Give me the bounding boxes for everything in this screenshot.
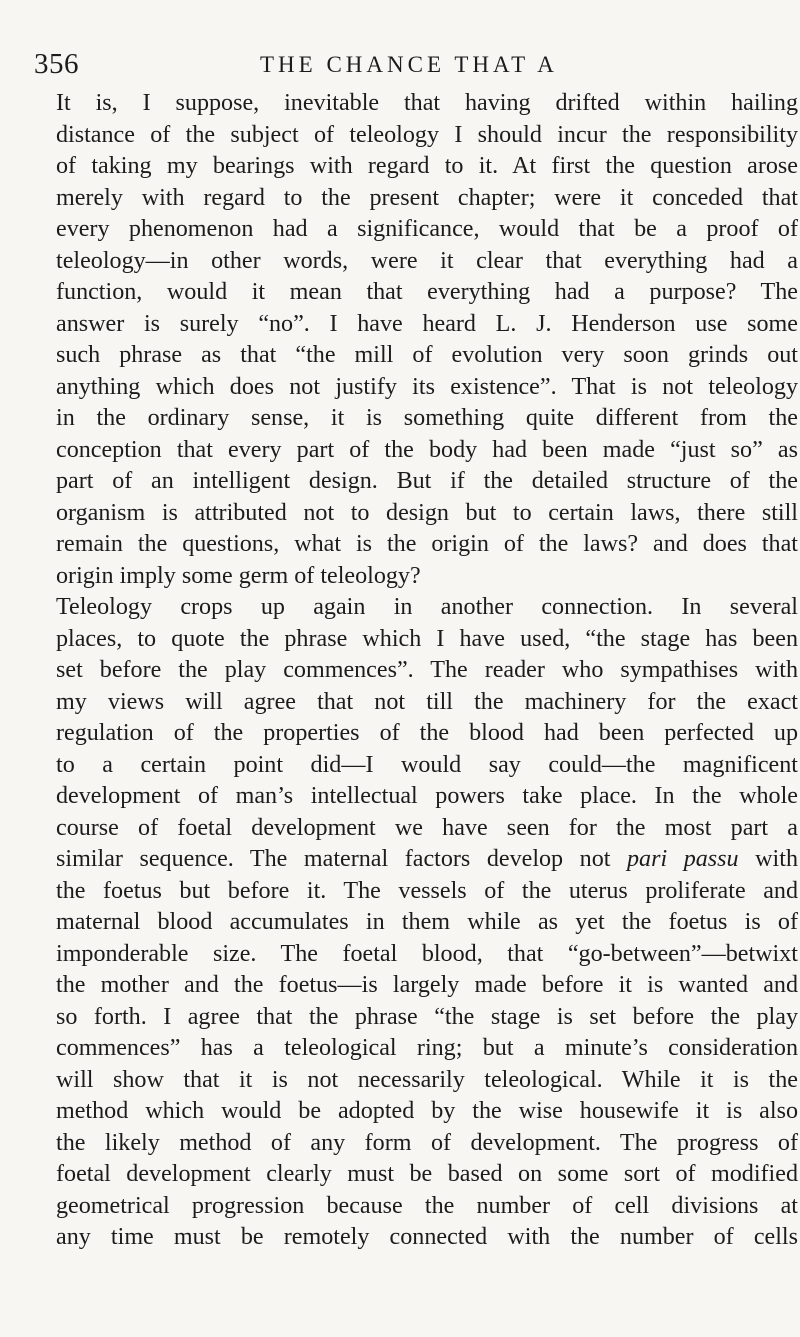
text-line: in the ordinary sense, it is something quite different from the <box>56 405 798 431</box>
text-line: organism is attributed not to design but to certain laws, there still <box>56 499 798 526</box>
text-line: It is, I suppose, inevitable that having drifted within hailing <box>56 90 798 116</box>
text-line: remain the questions, what is the origin of the laws? and does that <box>56 531 798 557</box>
page-number: 356 <box>34 48 79 80</box>
text-line: regulation of the properties of the blood had been perfected up <box>56 720 798 746</box>
text-line: maternal blood accumulates in them while as yet the foetus is of <box>56 909 798 935</box>
running-head: THE CHANCE THAT A <box>260 52 558 77</box>
text-line: conception that every part of the body had been made “just so” as <box>56 436 798 463</box>
italic-phrase: pari passu <box>627 846 739 872</box>
text-line: anything which does not justify its existence”. That is not teleology <box>56 373 798 400</box>
text-line: method which would be adopted by the wise housewife it is also <box>56 1098 798 1124</box>
body-text <box>56 88 798 1254</box>
text-line: will show that it is not necessarily teleological. While it is the <box>56 1066 798 1093</box>
text-line: so forth. I agree that the phrase “the stage is set before the play <box>56 1003 798 1030</box>
text-line: the likely method of any form of development. The progress of <box>56 1129 798 1156</box>
text-line: of taking my bearings with regard to it. At first the question arose <box>56 153 798 179</box>
text-line: foetal development clearly must be based on some sort of modified <box>56 1161 798 1187</box>
text-line: any time must be remotely connected with the number of cells <box>56 1224 798 1250</box>
text-line: set before the play commences”. The reader who sympathises with <box>56 657 798 683</box>
text-line: Teleology crops up again in another connection. In several <box>56 594 798 620</box>
text-line: function, would it mean that everything had a purpose? The <box>56 279 798 305</box>
text-line: such phrase as that “the mill of evolution very soon grinds out <box>56 342 798 368</box>
text-segment: similar sequence. The maternal factors develop not <box>56 846 627 872</box>
text-line: distance of the subject of teleology I should incur the responsibility <box>56 121 798 148</box>
text-line: merely with regard to the present chapter; were it conceded that <box>56 184 798 211</box>
text-segment: with <box>738 846 798 872</box>
text-line: origin imply some germ of teleology? <box>56 562 421 589</box>
text-line: part of an intelligent design. But if the detailed structure of the <box>56 468 798 494</box>
text-line: every phenomenon had a significance, would that be a proof of <box>56 216 798 242</box>
text-line-with-italic <box>56 844 798 876</box>
paragraph-2 <box>56 592 798 1254</box>
text-line: my views will agree that not till the machinery for the exact <box>56 688 798 715</box>
page-header <box>34 48 788 88</box>
text-line: course of foetal development we have seen for the most part a <box>56 814 798 841</box>
text-line: the mother and the foetus—is largely made before it is wanted and <box>56 972 798 998</box>
text-line: to a certain point did—I would say could—the magnificent <box>56 751 798 778</box>
text-line: commences” has a teleological ring; but a minute’s consideration <box>56 1035 798 1061</box>
text-line: the foetus but before it. The vessels of the uterus proliferate and <box>56 877 798 904</box>
paragraph-1 <box>56 88 798 592</box>
text-line: places, to quote the phrase which I have used, “the stage has been <box>56 625 798 652</box>
text-line: teleology—in other words, were it clear that everything had a <box>56 247 798 274</box>
text-line: development of man’s intellectual powers take place. In the whole <box>56 783 798 809</box>
text-line: imponderable size. The foetal blood, that “go-between”—betwixt <box>56 940 798 967</box>
text-line: geometrical progression because the number of cell divisions at <box>56 1192 798 1219</box>
text-line: answer is surely “no”. I have heard L. J. Henderson use some <box>56 310 798 337</box>
